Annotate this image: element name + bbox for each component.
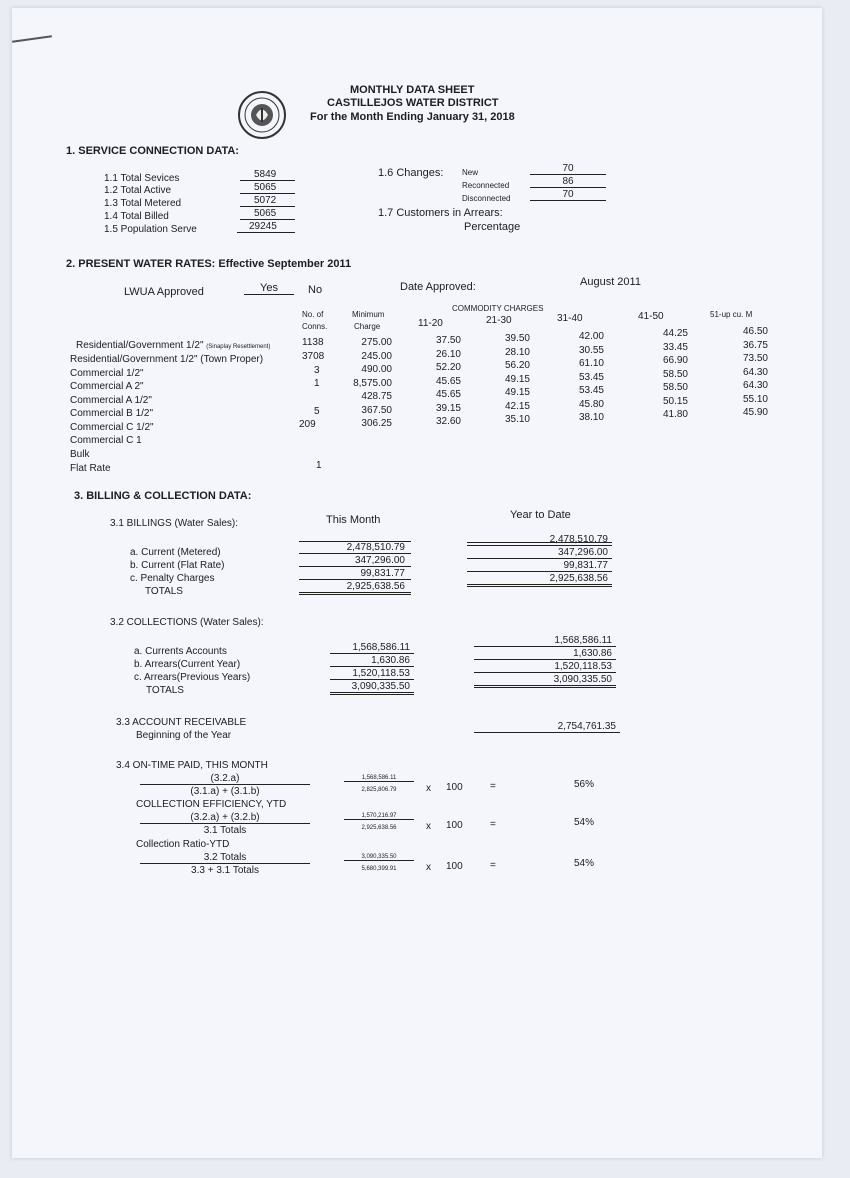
rate-row-label: Residential/Government 1/2" (Town Proper) — [70, 354, 264, 365]
ratio-denominator: (3.1.a) + (3.1.b) — [190, 786, 260, 797]
ratio-value-den: 2,925,638.56 — [361, 825, 397, 831]
ratio-times: x — [426, 862, 431, 873]
collection-ytd: 1,630.86 — [474, 648, 616, 660]
range-31-40: 31-40 — [557, 313, 583, 324]
ar-label: 3.3 ACCOUNT RECEIVABLE — [116, 717, 247, 728]
section-2-heading: 2. PRESENT WATER RATES: Effective September 2011 — [66, 258, 352, 270]
billings-label: 3.1 BILLINGS (Water Sales): — [110, 518, 239, 529]
rate-conns: 1 — [316, 460, 322, 471]
rate-11-20: 26.10 — [435, 349, 461, 360]
rate-11-20: 45.65 — [435, 389, 461, 400]
rate-51-up: 46.50 — [742, 326, 768, 337]
district-logo — [237, 90, 287, 140]
rate-min: 428.75 — [361, 391, 392, 402]
rate-row-label: Commercial 1/2" — [70, 368, 144, 379]
billing-label: b. Current (Flat Rate) — [130, 560, 225, 571]
col-conns-2: Conns. — [302, 322, 328, 331]
billing-label: a. Current (Metered) — [130, 547, 221, 558]
otp-label: 3.4 ON-TIME PAID, THIS MONTH — [116, 760, 268, 771]
collection-label: TOTALS — [146, 685, 184, 696]
rate-11-20: 39.15 — [435, 403, 461, 414]
range-51-up: 51-up cu. M — [710, 310, 753, 319]
rate-row-label: Commercial B 1/2" — [70, 408, 154, 419]
billing-ytd: 347,296.00 — [467, 547, 612, 559]
billing-month: 2,925,638.56 — [299, 581, 411, 595]
rate-row-label: Commercial A 1/2" — [70, 395, 152, 406]
rate-41-50: 66.90 — [662, 355, 688, 366]
rate-31-40: 45.80 — [578, 399, 604, 410]
s1-value: 5065 — [240, 208, 295, 220]
percentage-label: Percentage — [464, 221, 521, 233]
s1-label: 1.3 Total Metered — [104, 198, 182, 209]
ratio-value-num: 1,570,216.97 — [344, 813, 414, 820]
s1-value: 5072 — [240, 195, 295, 207]
rate-51-up: 73.50 — [742, 353, 768, 364]
billing-month: 99,831.77 — [299, 568, 411, 580]
rate-21-30: 49.15 — [504, 374, 530, 385]
col-min-1: Minimum — [352, 310, 385, 319]
collection-month: 1,520,118.53 — [330, 668, 414, 680]
billing-month: 2,478,510.79 — [299, 542, 411, 554]
lwua-label: LWUA Approved — [124, 286, 204, 298]
billing-month: 347,296.00 — [299, 555, 411, 567]
rate-31-40: 30.55 — [578, 345, 604, 356]
rate-51-up: 64.30 — [742, 380, 768, 391]
ratio-denominator: 3.3 + 3.1 Totals — [191, 865, 259, 876]
ratio-result: 54% — [574, 817, 595, 828]
rate-conns: 1138 — [302, 337, 324, 348]
rate-41-50: 58.50 — [662, 382, 688, 393]
col-this-month: This Month — [326, 514, 381, 526]
rate-21-30: 49.15 — [504, 387, 530, 398]
ratio-numerator: (3.2.a) + (3.2.b) — [140, 812, 310, 824]
rate-min: 367.50 — [361, 405, 392, 416]
ratio-factor: 100 — [446, 820, 463, 831]
rate-row-label: Bulk — [70, 449, 90, 460]
billing-ytd: 2,925,638.56 — [467, 573, 612, 587]
rate-conns: 5 — [314, 406, 320, 417]
rate-11-20: 32.60 — [435, 416, 461, 427]
rate-min: 245.00 — [361, 351, 392, 362]
rate-21-30: 42.15 — [504, 401, 530, 412]
changes-new-value: 70 — [530, 163, 606, 175]
rate-31-40: 61.10 — [578, 358, 604, 369]
rate-row-label: Flat Rate — [70, 463, 111, 474]
ratio-factor: 100 — [446, 861, 463, 872]
s1-value: 5849 — [240, 169, 295, 181]
col-conns-1: No. of — [302, 310, 324, 319]
col-min-2: Charge — [354, 322, 381, 331]
ratio-equals: = — [490, 819, 496, 830]
rate-conns: 1 — [314, 378, 320, 389]
rate-31-40: 53.45 — [578, 385, 604, 396]
section-1-heading: 1. SERVICE CONNECTION DATA: — [66, 145, 239, 157]
changes-disconnected-value: 70 — [530, 189, 606, 201]
ratio-numerator: (3.2.a) — [140, 773, 310, 785]
billing-ytd: 2,478,510.79 — [467, 534, 612, 546]
ratio-value-den: 5,680,399.91 — [361, 866, 397, 872]
rate-21-30: 39.50 — [504, 333, 530, 344]
rate-51-up: 36.75 — [742, 340, 768, 351]
rate-min: 490.00 — [361, 364, 392, 375]
s1-value: 5065 — [240, 182, 295, 194]
lwua-yes: Yes — [244, 282, 294, 295]
ratio-result: 54% — [574, 858, 595, 869]
rate-21-30: 28.10 — [504, 347, 530, 358]
collection-month: 1,568,586.11 — [330, 642, 414, 654]
arrears-label: 1.7 Customers in Arrears: — [378, 207, 503, 219]
rate-conns: 3708 — [302, 351, 325, 362]
rate-41-50: 58.50 — [662, 369, 688, 380]
billing-ytd: 99,831.77 — [467, 560, 612, 572]
ratio-times: x — [426, 783, 431, 794]
collection-ytd: 1,520,118.53 — [474, 661, 616, 673]
collection-month: 1,630.86 — [330, 655, 414, 667]
rate-31-40: 53.45 — [578, 372, 604, 383]
doc-title: MONTHLY DATA SHEET — [350, 84, 475, 96]
ratio-value-den: 2,825,806.79 — [361, 787, 397, 793]
s1-label: 1.2 Total Active — [104, 185, 172, 196]
collection-ytd: 3,090,335.50 — [474, 674, 616, 688]
rate-conns: 3 — [314, 365, 320, 376]
collection-label: b. Arrears(Current Year) — [134, 659, 241, 670]
date-approved-value: August 2011 — [580, 276, 641, 288]
rate-row-label: Residential/Government 1/2" (Sinaplay Resettlement) — [76, 340, 271, 351]
rate-51-up: 45.90 — [742, 407, 768, 418]
ratio-equals: = — [490, 860, 496, 871]
ratio-numerator: 3.2 Totals — [140, 852, 310, 864]
ratio-value-num: 3,090,335.50 — [344, 854, 414, 861]
ratio-value-num: 1,568,586.11 — [344, 775, 414, 782]
section-3-heading: 3. BILLING & COLLECTION DATA: — [74, 490, 252, 502]
changes-disconnected-label: Disconnected — [462, 194, 511, 203]
date-approved-label: Date Approved: — [400, 281, 476, 293]
changes-label: 1.6 Changes: — [378, 167, 444, 179]
rate-21-30: 35.10 — [504, 414, 530, 425]
rate-51-up: 55.10 — [742, 394, 768, 405]
rate-41-50: 44.25 — [662, 328, 688, 339]
range-41-50: 41-50 — [638, 311, 664, 322]
ar-value: 2,754,761.35 — [474, 721, 620, 733]
rate-21-30: 56.20 — [504, 360, 530, 371]
doc-period: For the Month Ending January 31, 2018 — [310, 111, 515, 123]
col-year-to-date: Year to Date — [510, 509, 571, 521]
rate-min: 275.00 — [361, 337, 392, 348]
ar-sub: Beginning of the Year — [136, 730, 232, 741]
pen-mark — [12, 35, 52, 43]
rate-41-50: 50.15 — [662, 396, 688, 407]
rate-row-label: Commercial C 1 — [70, 435, 142, 446]
ratio-result: 56% — [574, 779, 595, 790]
rate-conns: 209 — [299, 419, 316, 430]
ratio-denominator: 3.1 Totals — [203, 825, 247, 836]
s1-value: 29245 — [237, 221, 295, 233]
collection-ytd: 1,568,586.11 — [474, 635, 616, 647]
collection-label: a. Currents Accounts — [134, 646, 227, 657]
rate-41-50: 33.45 — [662, 342, 688, 353]
rate-row-label: Commercial C 1/2" — [70, 422, 154, 433]
ratio-factor: 100 — [446, 782, 463, 793]
rate-51-up: 64.30 — [742, 367, 768, 378]
ratio-title: COLLECTION EFFICIENCY, YTD — [136, 799, 287, 810]
seal-icon — [237, 90, 287, 140]
rate-min: 8,575.00 — [353, 378, 392, 389]
changes-new-label: New — [462, 168, 479, 177]
rate-11-20: 52.20 — [435, 362, 461, 373]
collection-month: 3,090,335.50 — [330, 681, 414, 695]
rate-11-20: 45.65 — [435, 376, 461, 387]
s1-label: 1.4 Total Billed — [104, 211, 169, 222]
billing-label: TOTALS — [145, 586, 183, 597]
s1-label: 1.5 Population Serve — [104, 224, 197, 235]
rate-31-40: 42.00 — [578, 331, 604, 342]
changes-reconnected-value: 86 — [530, 176, 606, 188]
ratio-times: x — [426, 821, 431, 832]
rate-31-40: 38.10 — [578, 412, 604, 423]
document-page — [12, 8, 822, 1158]
collection-label: c. Arrears(Previous Years) — [134, 672, 251, 683]
rate-min: 306.25 — [361, 418, 392, 429]
rate-row-label: Commercial A 2" — [70, 381, 144, 392]
collections-label: 3.2 COLLECTIONS (Water Sales): — [110, 617, 264, 628]
rate-11-20: 37.50 — [435, 335, 461, 346]
range-11-20: 11-20 — [418, 318, 443, 329]
ratio-equals: = — [490, 781, 496, 792]
changes-reconnected-label: Reconnected — [462, 181, 510, 190]
s1-label: 1.1 Total Sevices — [104, 173, 180, 184]
billing-label: c. Penalty Charges — [130, 573, 215, 584]
lwua-no: No — [308, 284, 323, 296]
commodity-charges-label: COMMODITY CHARGES — [452, 304, 544, 313]
doc-org: CASTILLEJOS WATER DISTRICT — [327, 97, 499, 109]
rate-41-50: 41.80 — [662, 409, 688, 420]
ratio-title: Collection Ratio-YTD — [136, 839, 230, 850]
range-21-30: 21-30 — [486, 315, 512, 326]
